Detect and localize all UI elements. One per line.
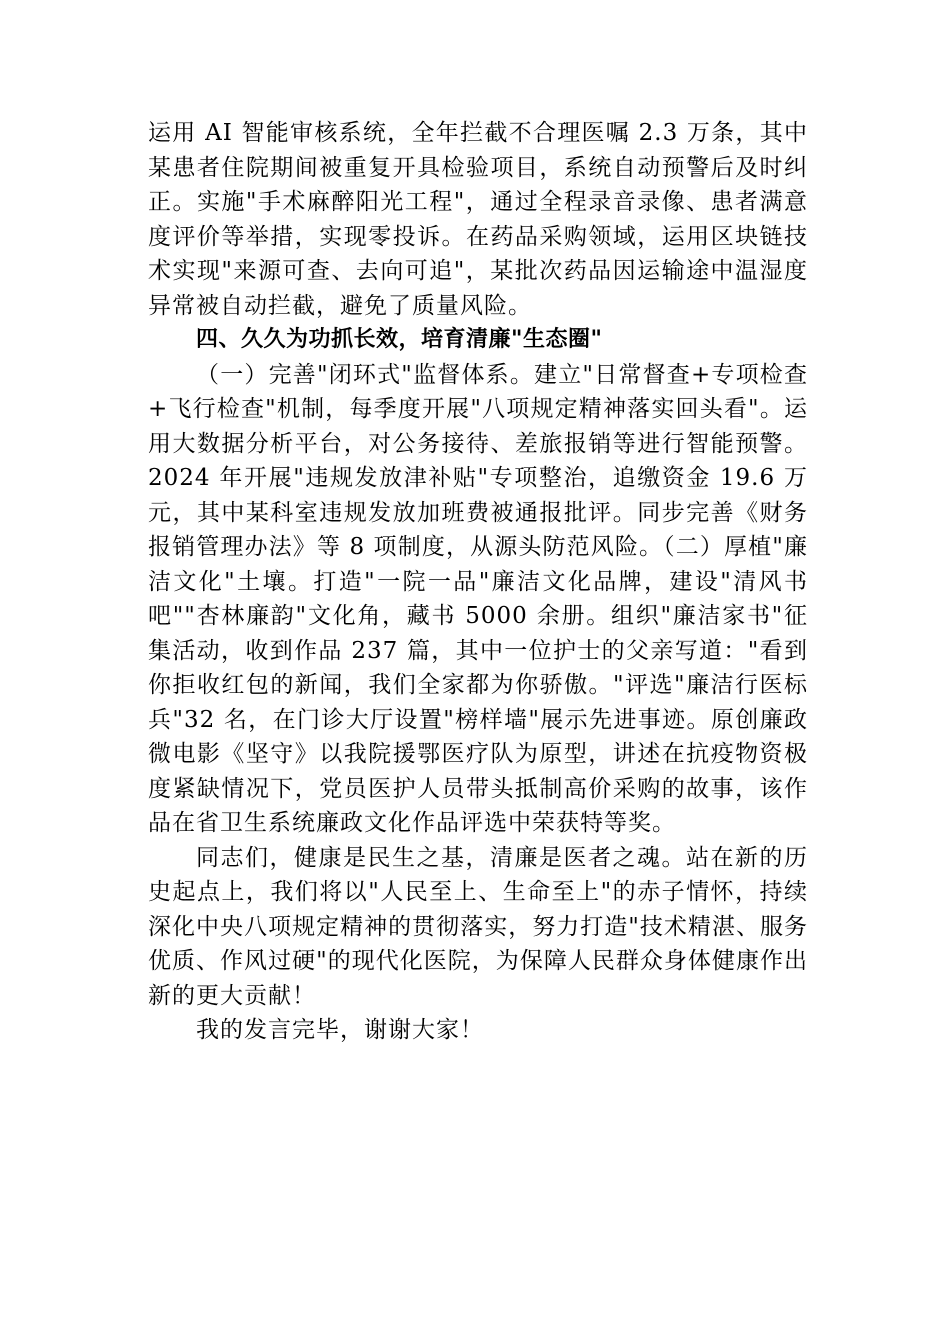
paragraph-closing-remarks: 同志们，健康是民生之基，清廉是医者之魂。站在新的历史起点上，我们将以"人民至上、生命至上"的赤子情怀，持续深化中央八项规定精神的贯彻落实，努力打造"技术精湛、服务优质、作风过硬"的现代化医院，为保障人民群众身体健康作出新的更大贡献！	[148, 844, 808, 1009]
paragraph-ai-review: 运用 AI 智能审核系统，全年拦截不合理医嘱 2.3 万条，其中某患者住院期间被重复开具检验项目，系统自动预警后及时纠正。实施"手术麻醉阳光工程"，通过全程录音录像、患者满意度评价等举措，实现零投诉。在药品采购领域，运用区块链技术实现"来源可查、去向可追"，某批次药品因运输途中温湿度异常被自动拦截，避免了质量风险。	[148, 120, 808, 319]
paragraph-supervision-culture: （一）完善"闭环式"监督体系。建立"日常督查+专项检查+飞行检查"机制，每季度开展"八项规定精神落实回头看"。运用大数据分析平台，对公务接待、差旅报销等进行智能预警。2024 年开展"违规发放津补贴"专项整治，追缴资金 19.6 万元，其中某科室违规发放加班费被通报批评。同步完善《财务报销管理办法》等 8 项制度，从源头防范风险。（二）厚植"廉洁文化"土壤。打造"一院一品"廉洁文化品牌，建设"清风书吧""杏林廉韵"文化角，藏书 5000 余册。组织"廉洁家书"征集活动，收到作品 237 篇，其中一位护士的父亲写道："看到你拒收红包的新闻，我们全家都为你骄傲。"评选"廉洁行医标兵"32 名，在门诊大厅设置"榜样墙"展示先进事迹。原创廉政微电影《坚守》以我院援鄂医疗队为原型，讲述在抗疫物资极度紧缺情况下，党员医护人员带头抵制高价采购的故事，该作品在省卫生系统廉政文化作品评选中荣获特等奖。	[148, 361, 808, 836]
paragraph-thanks: 我的发言完毕，谢谢大家！	[196, 1017, 484, 1043]
section-heading-four: 四、久久为功抓长效，培育清廉"生态圈"	[196, 327, 603, 352]
document-body	[148, 116, 808, 1048]
